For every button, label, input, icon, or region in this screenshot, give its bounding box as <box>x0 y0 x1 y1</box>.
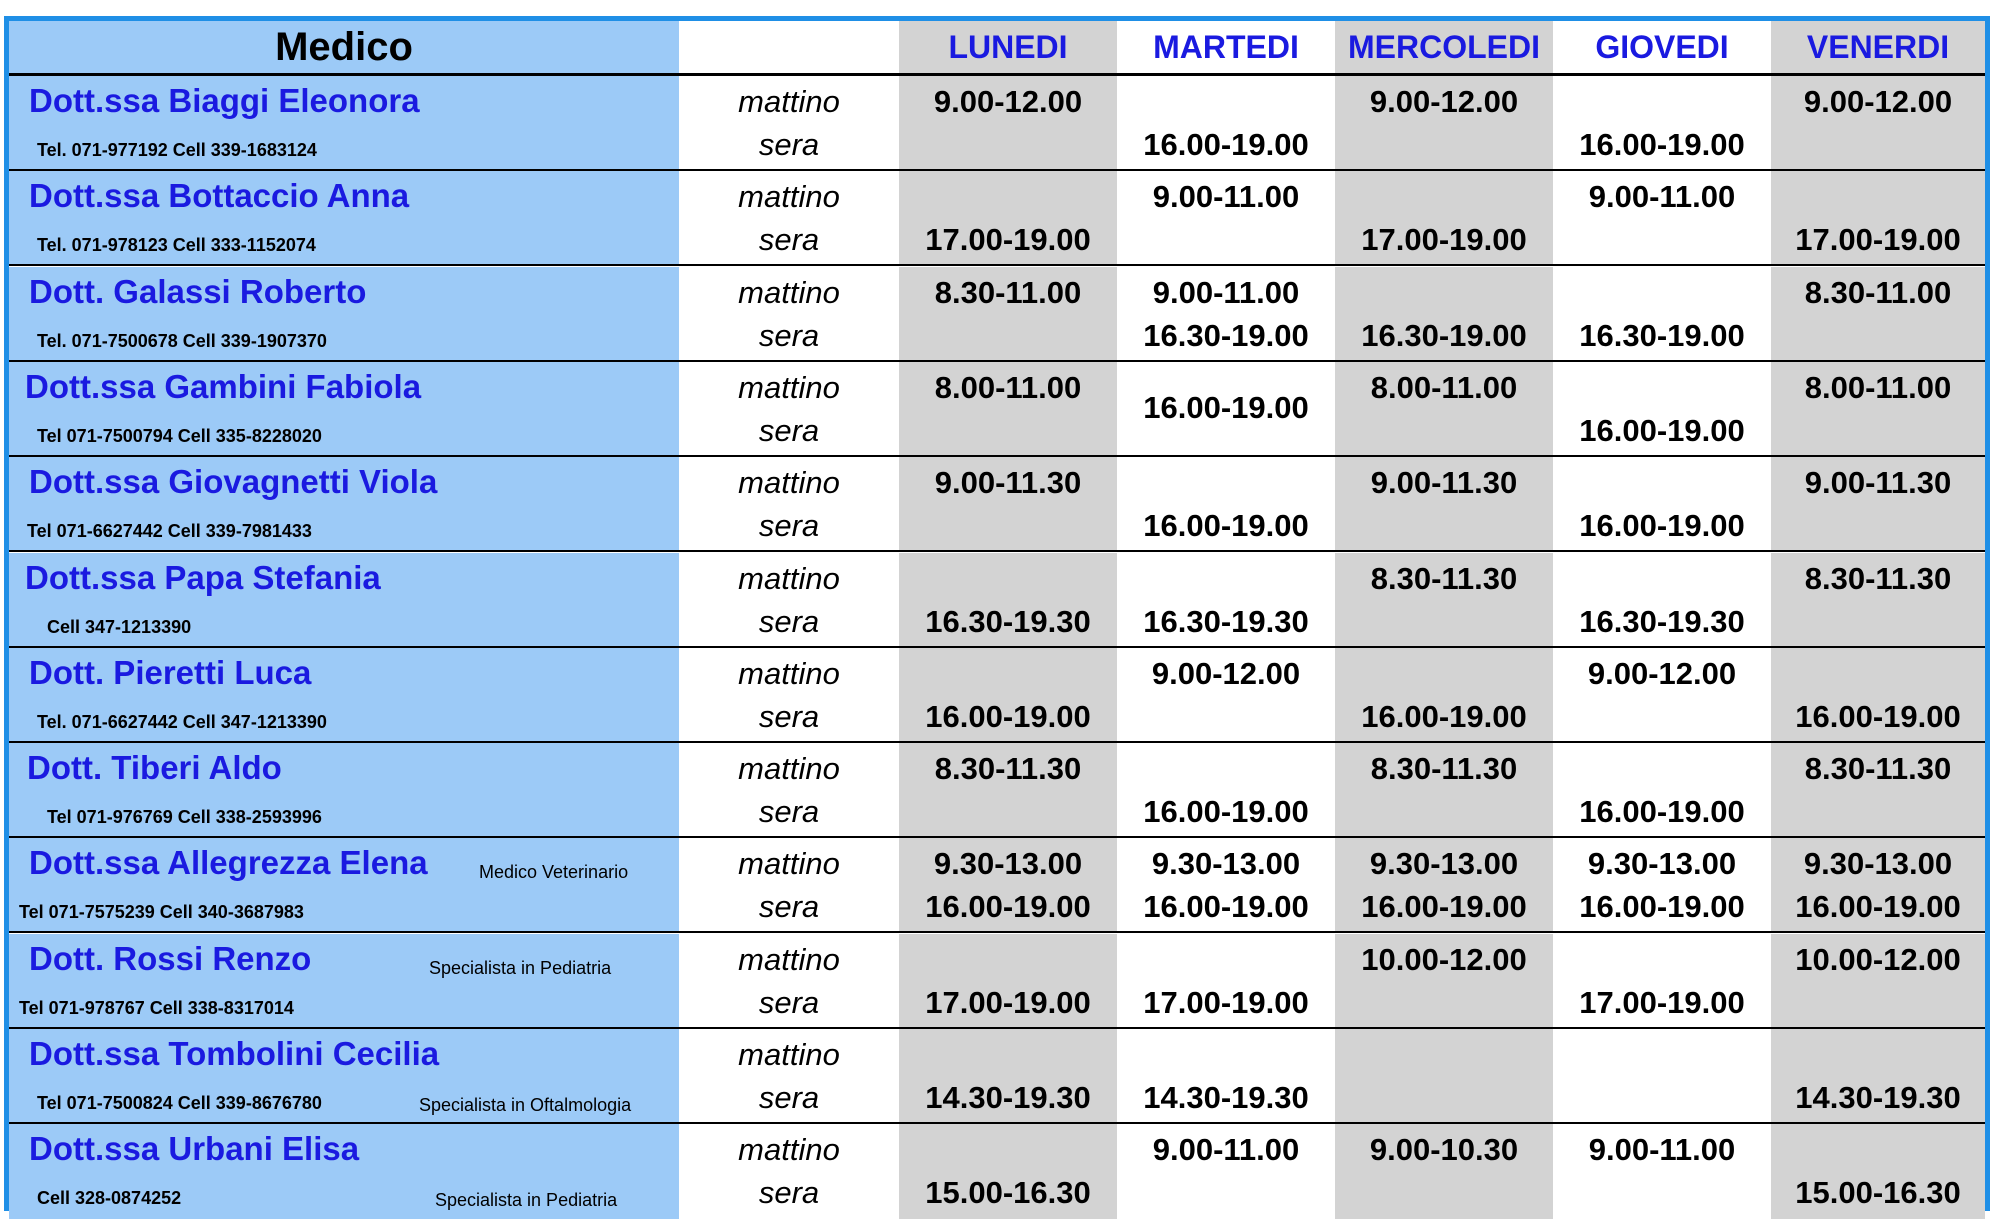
day-cell <box>899 267 1117 362</box>
doctor-name: Dott.ssa Urbani Elisa <box>29 1130 360 1168</box>
period-cell <box>679 1029 899 1124</box>
time-slot-evening: 16.00-19.00 <box>1143 794 1309 830</box>
period-morning-label: mattino <box>738 369 840 405</box>
doctor-name: Dott.ssa Allegrezza Elena <box>29 844 428 882</box>
day-cell <box>1771 934 1985 1029</box>
time-slot-evening: 16.30-19.30 <box>1143 603 1309 639</box>
time-slot-evening: 16.00-19.00 <box>925 698 1091 734</box>
day-cell <box>1771 267 1985 362</box>
time-slot-morning: 8.30-11.30 <box>1804 560 1952 596</box>
day-cell <box>899 362 1117 457</box>
day-cell <box>1335 553 1553 648</box>
doctor-row <box>9 1124 1985 1219</box>
doctor-cell <box>9 1124 679 1219</box>
day-cell <box>1553 838 1771 933</box>
day-cell <box>1335 934 1553 1029</box>
doctor-name: Dott. Pieretti Luca <box>29 653 312 691</box>
time-slot-morning: 9.00-12.00 <box>1803 84 1953 119</box>
time-slot-evening: 16.00-19.00 <box>1579 889 1745 925</box>
period-evening-label: sera <box>758 317 820 353</box>
day-cell <box>1117 648 1335 743</box>
doctor-row <box>9 76 1985 171</box>
day-cell <box>1117 743 1335 838</box>
day-cell <box>899 553 1117 648</box>
doctor-cell <box>9 362 679 457</box>
time-slot-evening: 16.00-19.00 <box>1579 412 1745 448</box>
doctor-cell <box>9 934 679 1029</box>
time-slot-evening: 16.00-19.00 <box>1579 127 1745 162</box>
day-cell <box>1553 648 1771 743</box>
doctor-cell <box>9 838 679 933</box>
time-slot-evening: 16.00-19.00 <box>1361 889 1527 925</box>
time-slot-morning: 9.00-12.00 <box>933 84 1083 119</box>
period-cell <box>679 1124 899 1219</box>
time-slot-morning: 9.00-11.30 <box>1370 465 1518 501</box>
time-slot-morning: 8.00-11.00 <box>1370 369 1518 405</box>
time-slot-morning: 8.30-11.30 <box>934 751 1082 787</box>
doctor-contact: Tel. 071-977192 Cell 339-1683124 <box>37 140 317 160</box>
day-cell <box>1771 362 1985 457</box>
time-slot-evening: 16.00-19.00 <box>1143 508 1309 544</box>
period-morning-label: mattino <box>738 560 840 596</box>
day-cell <box>1553 362 1771 457</box>
day-cell <box>1335 743 1553 838</box>
header-medico: Medico <box>9 21 679 73</box>
day-cell <box>1117 1124 1335 1219</box>
period-evening-label: sera <box>758 127 820 162</box>
period-morning-label: mattino <box>738 846 840 882</box>
doctor-cell <box>9 171 679 266</box>
day-cell <box>1335 838 1553 933</box>
time-slot-morning: 9.00-11.00 <box>1588 179 1736 215</box>
time-slot-morning: 10.00-12.00 <box>1795 941 1961 977</box>
day-cell <box>1117 267 1335 362</box>
doctor-contact: Tel 071-6627442 Cell 339-7981433 <box>27 521 312 542</box>
time-slot-morning: 9.00-11.00 <box>1152 274 1300 310</box>
doctor-cell <box>9 743 679 838</box>
day-cell <box>899 648 1117 743</box>
day-cell <box>1117 1029 1335 1124</box>
period-evening-label: sera <box>758 1080 820 1115</box>
day-cell <box>1771 648 1985 743</box>
time-slot-morning: 8.00-11.00 <box>934 369 1082 405</box>
doctor-contact: Cell 328-0874252 <box>37 1188 182 1209</box>
doctor-name: Dott.ssa Bottaccio Anna <box>29 177 410 215</box>
doctor-name: Dott.ssa Gambini Fabiola <box>25 367 422 405</box>
day-cell <box>1771 76 1985 171</box>
schedule-table <box>4 16 1990 1211</box>
header-day-lunedi: LUNEDI <box>899 21 1117 73</box>
day-cell <box>1553 934 1771 1029</box>
doctor-contact: Tel. 071-6627442 Cell 347-1213390 <box>37 711 327 732</box>
period-morning-label: mattino <box>738 655 840 691</box>
time-slot-evening: 14.30-19.30 <box>1795 1080 1961 1115</box>
day-cell <box>1335 648 1553 743</box>
time-slot-morning: 9.30-13.00 <box>1369 846 1519 882</box>
day-cell <box>1335 76 1553 171</box>
time-slot-morning: 9.00-11.00 <box>1588 1132 1736 1168</box>
day-cell <box>1335 1124 1553 1219</box>
doctor-specialty: Specialista in Pediatria <box>435 1190 618 1211</box>
time-slot-evening: 16.00-19.00 <box>1579 508 1745 544</box>
day-cell <box>1117 934 1335 1029</box>
doctor-row <box>9 743 1985 838</box>
day-cell <box>899 743 1117 838</box>
period-evening-label: sera <box>758 889 820 925</box>
doctor-row <box>9 1029 1985 1124</box>
time-slot-evening: 16.30-19.30 <box>925 603 1091 639</box>
day-cell <box>1335 171 1553 266</box>
period-cell <box>679 267 899 362</box>
time-slot-morning: 8.30-11.30 <box>1370 560 1518 596</box>
period-cell <box>679 457 899 552</box>
time-slot-evening: 17.00-19.00 <box>925 222 1091 258</box>
doctor-name: Dott. Galassi Roberto <box>29 272 367 310</box>
day-cell <box>1117 362 1335 457</box>
time-slot-morning: 9.00-11.30 <box>1804 465 1952 501</box>
time-slot-evening: 17.00-19.00 <box>1579 984 1745 1020</box>
day-cell <box>1335 457 1553 552</box>
day-cell <box>899 457 1117 552</box>
doctor-name: Dott.ssa Biaggi Eleonora <box>29 82 420 119</box>
period-morning-label: mattino <box>738 179 840 215</box>
period-evening-label: sera <box>758 412 820 448</box>
doctor-contact: Tel 071-7575239 Cell 340-3687983 <box>19 902 304 923</box>
doctor-name: Dott.ssa Papa Stefania <box>25 558 381 596</box>
doctor-contact: Tel. 071-978123 Cell 333-1152074 <box>37 235 316 256</box>
day-cell <box>1553 743 1771 838</box>
day-cell <box>1771 838 1985 933</box>
time-slot-evening: 16.00-19.00 <box>1795 889 1961 925</box>
time-slot-evening: 16.30-19.00 <box>1579 317 1745 353</box>
time-slot-morning: 9.00-11.00 <box>1152 1132 1300 1168</box>
time-slot-evening: 16.00-19.00 <box>1361 698 1527 734</box>
doctor-row <box>9 648 1985 743</box>
header-day-giovedi: GIOVEDI <box>1553 21 1771 73</box>
day-cell <box>1553 76 1771 171</box>
period-evening-label: sera <box>758 1175 820 1211</box>
period-cell <box>679 934 899 1029</box>
day-cell <box>1553 1029 1771 1124</box>
period-cell <box>679 553 899 648</box>
doctor-cell <box>9 267 679 362</box>
day-cell <box>1553 1124 1771 1219</box>
time-slot-evening: 16.00-19.00 <box>1579 794 1745 830</box>
time-slot-morning: 9.00-10.30 <box>1369 1132 1519 1168</box>
time-slot-morning: 9.30-13.00 <box>933 846 1083 882</box>
time-slot-evening: 17.00-19.00 <box>1361 222 1527 258</box>
period-evening-label: sera <box>758 222 820 258</box>
day-cell <box>899 934 1117 1029</box>
period-cell <box>679 838 899 933</box>
period-morning-label: mattino <box>738 941 840 977</box>
header-day-venerdi: VENERDI <box>1771 21 1985 73</box>
time-slot-morning: 8.30-11.30 <box>1804 751 1952 787</box>
day-cell <box>899 1029 1117 1124</box>
day-cell <box>1553 267 1771 362</box>
time-slot-evening: 14.30-19.30 <box>1143 1080 1309 1115</box>
time-slot-evening: 16.30-19.30 <box>1579 603 1745 639</box>
time-slot-evening: 17.00-19.00 <box>1143 984 1309 1020</box>
day-cell <box>1553 171 1771 266</box>
day-cell <box>899 838 1117 933</box>
header-period-blank <box>679 21 899 73</box>
doctor-specialty: Specialista in Pediatria <box>429 957 612 978</box>
doctor-contact: Tel 071-976769 Cell 338-2593996 <box>47 807 322 828</box>
time-slot-evening: 16.00-19.00 <box>925 889 1091 925</box>
time-slot-morning: 9.00-11.00 <box>1152 179 1300 215</box>
period-cell <box>679 171 899 266</box>
day-cell <box>1771 1029 1985 1124</box>
period-evening-label: sera <box>758 698 820 734</box>
time-slot-morning: 9.00-12.00 <box>1369 84 1519 119</box>
doctor-cell <box>9 553 679 648</box>
time-slot-morning: 9.00-11.30 <box>934 465 1082 501</box>
period-cell <box>679 362 899 457</box>
period-morning-label: mattino <box>738 1132 840 1168</box>
day-cell <box>1117 553 1335 648</box>
time-slot: 16.00-19.00 <box>1143 389 1309 425</box>
day-cell <box>1117 838 1335 933</box>
doctor-specialty: Medico Veterinario <box>479 862 629 883</box>
time-slot-evening: 16.00-19.00 <box>1143 889 1309 925</box>
time-slot-evening: 16.00-19.00 <box>1143 127 1309 162</box>
day-cell <box>1553 553 1771 648</box>
day-cell <box>899 171 1117 266</box>
time-slot-morning: 8.30-11.00 <box>934 274 1082 310</box>
day-cell <box>1335 267 1553 362</box>
day-cell <box>1553 457 1771 552</box>
period-evening-label: sera <box>758 603 820 639</box>
day-cell <box>1117 457 1335 552</box>
period-morning-label: mattino <box>738 465 840 501</box>
period-morning-label: mattino <box>738 274 840 310</box>
period-morning-label: mattino <box>738 751 840 787</box>
time-slot-morning: 10.00-12.00 <box>1361 941 1527 977</box>
time-slot-morning: 9.30-13.00 <box>1587 846 1737 882</box>
doctor-row <box>9 934 1985 1029</box>
doctor-name: Dott. Tiberi Aldo <box>27 749 282 787</box>
time-slot-evening: 16.00-19.00 <box>1795 698 1961 734</box>
time-slot-evening: 14.30-19.30 <box>925 1080 1091 1115</box>
period-evening-label: sera <box>758 794 820 830</box>
time-slot-morning: 9.30-13.00 <box>1151 846 1301 882</box>
time-slot-evening: 17.00-19.00 <box>925 984 1091 1020</box>
doctor-name: Dott.ssa Tombolini Cecilia <box>29 1035 440 1072</box>
period-cell <box>679 648 899 743</box>
day-cell <box>1335 1029 1553 1124</box>
doctor-cell <box>9 1029 679 1124</box>
time-slot-evening: 16.30-19.00 <box>1361 317 1527 353</box>
time-slot-morning: 9.30-13.00 <box>1803 846 1953 882</box>
period-cell <box>679 76 899 171</box>
doctor-contact: Tel 071-7500824 Cell 339-8676780 <box>37 1093 322 1113</box>
day-cell <box>1771 457 1985 552</box>
doctor-row <box>9 362 1985 457</box>
period-cell <box>679 743 899 838</box>
day-cell <box>1771 553 1985 648</box>
doctor-contact: Tel. 071-7500678 Cell 339-1907370 <box>37 330 327 351</box>
doctor-specialty: Specialista in Oftalmologia <box>419 1095 632 1115</box>
doctor-cell <box>9 76 679 171</box>
day-cell <box>1117 171 1335 266</box>
period-evening-label: sera <box>758 508 820 544</box>
time-slot-evening: 15.00-16.30 <box>925 1175 1091 1211</box>
doctor-row <box>9 267 1985 362</box>
doctor-cell <box>9 457 679 552</box>
doctor-row <box>9 838 1985 933</box>
doctor-cell <box>9 648 679 743</box>
day-cell <box>899 76 1117 171</box>
doctor-name: Dott. Rossi Renzo <box>29 939 312 977</box>
period-morning-label: mattino <box>738 1037 840 1072</box>
period-morning-label: mattino <box>738 84 840 119</box>
day-cell <box>1771 171 1985 266</box>
time-slot-evening: 15.00-16.30 <box>1795 1175 1961 1211</box>
time-slot-morning: 8.30-11.00 <box>1804 274 1952 310</box>
doctor-contact: Tel 071-7500794 Cell 335-8228020 <box>37 425 322 446</box>
day-cell <box>899 1124 1117 1219</box>
time-slot-morning: 9.00-12.00 <box>1587 655 1737 691</box>
time-slot-morning: 8.00-11.00 <box>1804 369 1952 405</box>
day-cell <box>1335 362 1553 457</box>
doctor-contact: Cell 347-1213390 <box>47 616 192 637</box>
header-day-martedi: MARTEDI <box>1117 21 1335 73</box>
doctor-contact: Tel 071-978767 Cell 338-8317014 <box>19 997 294 1018</box>
day-cell <box>1771 743 1985 838</box>
day-cell <box>1771 1124 1985 1219</box>
time-slot-morning: 9.00-12.00 <box>1151 655 1301 691</box>
doctor-name: Dott.ssa Giovagnetti Viola <box>29 463 438 501</box>
time-slot-evening: 16.30-19.00 <box>1143 317 1309 353</box>
header-day-mercoledi: MERCOLEDI <box>1335 21 1553 73</box>
doctor-row <box>9 457 1985 552</box>
day-cell <box>1117 76 1335 171</box>
period-evening-label: sera <box>758 984 820 1020</box>
doctor-row <box>9 553 1985 648</box>
time-slot-evening: 17.00-19.00 <box>1795 222 1961 258</box>
doctor-row <box>9 171 1985 266</box>
time-slot-morning: 8.30-11.30 <box>1370 751 1518 787</box>
